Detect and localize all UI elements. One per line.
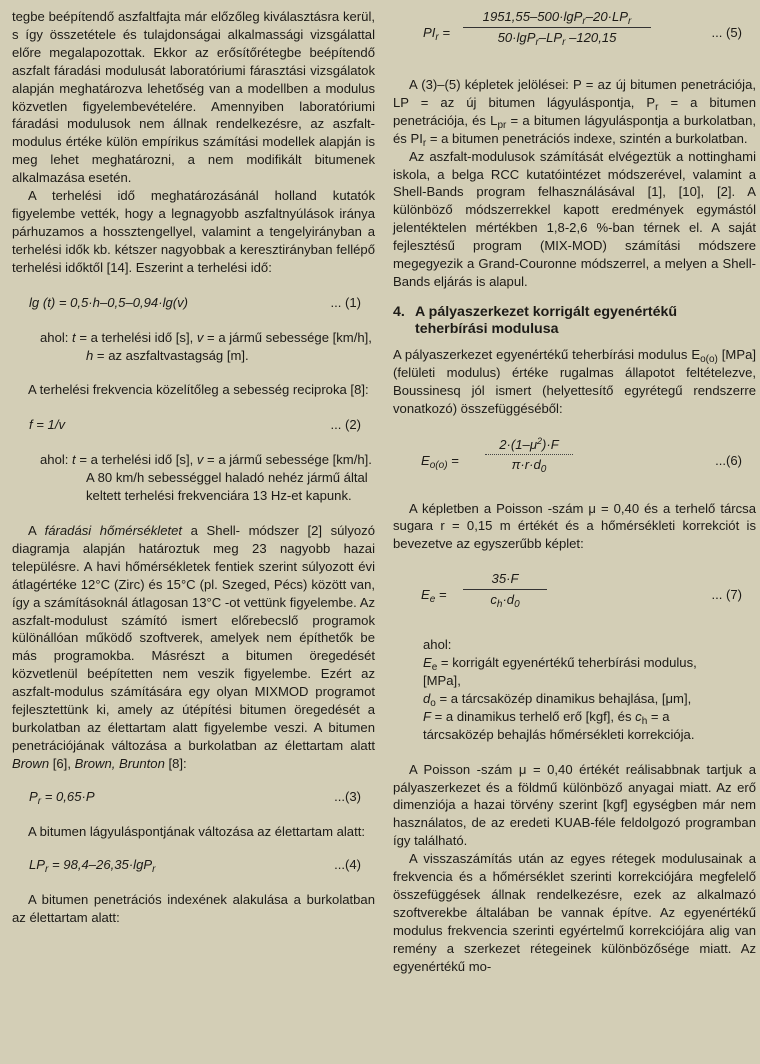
symbol: P [29, 788, 38, 804]
subscript: r [435, 32, 439, 43]
symbol: h [86, 347, 94, 363]
text: = a tárcsaközép behajlás hőmérsékleti korrekciója. [423, 708, 695, 742]
paragraph: Az aszfalt-modulusok számítását elvégeztük a nottinghami iskola, a belga RCC kutatóintézet módszerével, valamint a Shell-Bands program felhasználásával [1], [10], [2]. A különböző módszerrekkel kapott eredmények egymástól jelentéktelen mértékben 1,8-2,6 %-ban térnek el. A saját fejlesztésű program (MIX-MOD) számítási módszere megegyezik a Grand-Couronne módszerrel, a melyen a Shell-Bands eljárás is alapul. [393, 148, 756, 289]
fraction [463, 570, 547, 609]
fraction-bar [463, 27, 651, 28]
text: A (3)–(5) képletek jelölései: P = az új bitumen penetrációja, LP = az új bitumen lágyuláspontja, P [393, 77, 756, 110]
where-label: ahol: [40, 329, 69, 345]
text: = a dinamikus terhelő erő [kgf], és [431, 708, 636, 724]
subscript: e [431, 662, 438, 674]
definition [423, 690, 692, 709]
symbol: c [635, 708, 642, 724]
equation-1-definitions [12, 329, 375, 365]
symbol: LP [29, 856, 46, 872]
subscript: o(o) [700, 353, 718, 365]
subscript: r [422, 137, 427, 149]
subscript: o(o) [429, 459, 448, 471]
text: = korrigált egyenértékű teherbírási modulus, [MPa], [423, 655, 697, 689]
denominator: 50·lgP [497, 29, 536, 45]
subscript: r [37, 795, 42, 807]
subscript: 0 [540, 464, 547, 476]
equation-6-number: ...(6) [715, 452, 742, 468]
subscript: o [430, 697, 436, 709]
paragraph: A terhelési idő meghatározásánál holland kutatók figyelembe vették, hogy a legnagyobb aszfaltnyúlások iránya párhuzamos a hossztengellyel, valamint a tengelyirányban a terhelési idők kb. kétszer nagyobbak a keresztirányban fellépő terhelési időktől [14]. Eszerint a terhelési idő: [12, 188, 375, 275]
text: = az aszfaltvastagság [m]. [93, 347, 249, 363]
text: A pályaszerkezet egyenértékű teherbírási modulus E [393, 346, 701, 362]
section-heading [393, 304, 756, 338]
subscript: r [45, 863, 49, 875]
equation-4 [12, 856, 375, 874]
text: = a terhelési idő [s], [75, 329, 197, 345]
equation-4-number: ...(4) [334, 856, 361, 872]
subscript: e [429, 594, 436, 606]
text: = a tárcsaközép dinamikus behajlása, [μm], [435, 690, 692, 706]
subscript: h [641, 715, 648, 727]
text: = a bitumen lágyuláspontja a burkolatban, és PI [393, 112, 756, 146]
text: = a jármű sebessége [km/h], [203, 329, 372, 345]
symbol: E [421, 587, 430, 603]
equals: = [435, 587, 447, 603]
text: = a terhelési idő [s], [75, 452, 197, 468]
text: = a bitumen penetrációja, és L [393, 94, 756, 128]
subscript: r [627, 16, 632, 27]
subscript: r [152, 863, 156, 875]
left-column [12, 8, 375, 926]
subscript: r [582, 16, 586, 27]
equation-6 [393, 436, 756, 484]
numerator: 1951,55–500·lgP [482, 9, 583, 24]
where-label: ahol: [40, 452, 69, 468]
section-title: A pályaszerkezet korrigált egyenértékű [415, 303, 678, 320]
numerator: 35·F [491, 571, 519, 587]
superscript: 2 [537, 435, 543, 446]
text: a Shell- módszer [2] súlyozó diagramja alapján határoztuk meg 23 nagyobb hazai településre. A havi hőmérsékletek fentiek szerint súlyozott évi átlagértéke 12°C (Zirc) és 15°C (pl. Szeged, Pécs) között van, így a számításoknál átlagosan 13°C -ot vettünk figyelembe. Az aszfalt-modulust számító ismert előrebecslő programok különállóan működő szoftverek, amelyek nem építhetők be más programokba. Másrészt a bitumen öregedését közvetlenül beépítetten nem veszik figyelembe. Ezért az aszfalt-modulus számítására egy olyan MIXMOD programot fejlesztettünk ki, amely az útépítési bitumen öregedését a burkolatban az élettartam alatt figyelembe veszi. A bitumen penetrációjának változása a burkolatban az élettartam alatt [12, 523, 376, 753]
equation-3-number: ...(3) [334, 788, 361, 804]
equation-5 [393, 8, 756, 58]
symbol: E [423, 655, 432, 671]
citation-author: Brown, Brunton [74, 755, 165, 771]
equation-5-number: ... (5) [711, 25, 742, 40]
equation-1 [12, 294, 375, 312]
subscript: h [496, 599, 503, 611]
paragraph: A bitumen penetrációs indexének alakulása a burkolatban az élettartam alatt: [12, 891, 375, 925]
text: [MPa] (felületi modulus) értéke rugalmas állapotot feltételezve, Boussinesq jól ismert (helyettesítő egyrétegű rendszerre vonatkozó) összefüggéséből: [393, 346, 756, 416]
paragraph [393, 346, 756, 418]
text: [8]: [164, 755, 187, 771]
symbol: E [421, 452, 430, 468]
equation-7-number: ... (7) [711, 587, 742, 603]
paragraph: A visszaszámítás után az egyes rétegek modulusainak a frekvencia és a hőmérséklet szerinti korrekciójára megfelelő összefüggések állnak rendelkezésre, ezek az alkalmazó szoftverekbe általában be vannak építve. Az egyenértékű modulus frekvencia szerinti egyértelmű korrekciójára alig van remény a szerkezet rétegeinek különbözősége miatt. Az egyenértékű mo- [393, 851, 756, 974]
numerator: –20·LP [585, 9, 628, 24]
symbol: d [423, 690, 431, 706]
section-number: 4. [393, 303, 405, 320]
paragraph: A terhelési frekvencia közelítőleg a sebesség reciproka [8]: [28, 382, 369, 398]
symbol: t [72, 452, 76, 468]
text: = 98,4–26,35·lgP [48, 856, 153, 872]
definition [423, 655, 697, 688]
right-column [393, 8, 756, 976]
paragraph [393, 76, 756, 148]
equation-7-definitions [423, 636, 756, 743]
definition [423, 709, 694, 742]
symbol: v [196, 329, 204, 345]
equation-2 [12, 416, 375, 434]
equation-2-number: ... (2) [330, 417, 361, 433]
equals: = [438, 25, 451, 40]
where-label: ahol: [423, 637, 452, 653]
text: [6], [49, 755, 75, 771]
subscript: r [562, 36, 566, 48]
denominator: c [490, 592, 497, 608]
text: A [28, 523, 45, 539]
equation-2-definitions [12, 451, 375, 505]
text: = a jármű sebessége [km/h]. A 80 km/h sebességgel haladó nehéz jármű által keltett terhelési frekvenciára 13 Hz-et kapunk. [86, 452, 372, 504]
equals: = [447, 452, 459, 468]
paragraph: A Poisson -szám μ = 0,40 értékét reálisabbnak tartjuk a pályaszerkezet és a földmű különböző anyagai miatt. Az erő dimenziója a hazai törvény szerint [kgf] egységben már nem használatos, de az eredeti KUAB-féle feldolgozó programban így található. [393, 761, 756, 849]
symbol: PI [423, 25, 436, 40]
text: = 0,65·P [41, 788, 95, 804]
equation-2-body: f = 1/v [29, 417, 66, 433]
definitions-body [423, 654, 715, 744]
denominator: –120,15 [565, 29, 617, 45]
text: = a bitumen penetrációs indexe, szintén a burkolatban. [426, 130, 748, 146]
subscript: pr [497, 119, 507, 131]
denominator: ·d [502, 592, 515, 608]
citation-author: Brown [12, 755, 50, 771]
denominator: π·r·d [511, 457, 541, 473]
fraction [463, 8, 651, 47]
fraction-bar [485, 454, 573, 455]
subscript: r [655, 101, 659, 113]
symbol: v [196, 452, 204, 468]
paragraph [12, 522, 375, 773]
fraction-bar [463, 589, 547, 590]
denominator: –LP [538, 29, 563, 45]
fraction [485, 436, 573, 475]
emphasis: fáradási hőmérsékletet [44, 523, 183, 539]
symbol: F [423, 708, 431, 724]
paragraph: A képletben a Poisson -szám μ = 0,40 és a terhelő tárcsa sugara r = 0,15 m értékét és a hőmérsékleti korrekciót is bevezetve az egyszerűbb képlet: [393, 500, 756, 552]
numerator: )·F [542, 436, 559, 452]
equation-7 [393, 570, 756, 618]
subscript: r [535, 36, 539, 48]
numerator: 2·(1–μ [499, 436, 537, 452]
section-title: teherbírási modulusa [415, 320, 559, 337]
equation-1-body: lg (t) = 0,5·h–0,5–0,94·lg(v) [29, 294, 189, 310]
equation-1-number: ... (1) [330, 294, 361, 310]
symbol: t [72, 329, 76, 345]
equation-3 [12, 788, 375, 806]
subscript: 0 [514, 599, 520, 611]
paragraph: A bitumen lágyuláspontjának változása az élettartam alatt: [28, 823, 365, 839]
paragraph: tegbe beépítendő aszfaltfajta már előzőleg kiválasztásra kerül, s így összetétele és tulajdonságai alkalmassági vizsgálattal előre megalapozottak. Ekkor az erősítőrétegbe beépítendő aszfalt fáradási modulusát laboratóriumi fárasztási vizsgálatok alapján meghatározva lehetőség van a modellben a modulus közvetlen figyelembevételére. Amennyiben laboratóriumi fáradási modulusok nem állnak rendelkezésre, az aszfalt-modulus értéke külön empírikus számítási modellek alapján is meg lehet meghatározni, a nem modifikált bitumenek alkalmazása esetén. [12, 9, 375, 186]
